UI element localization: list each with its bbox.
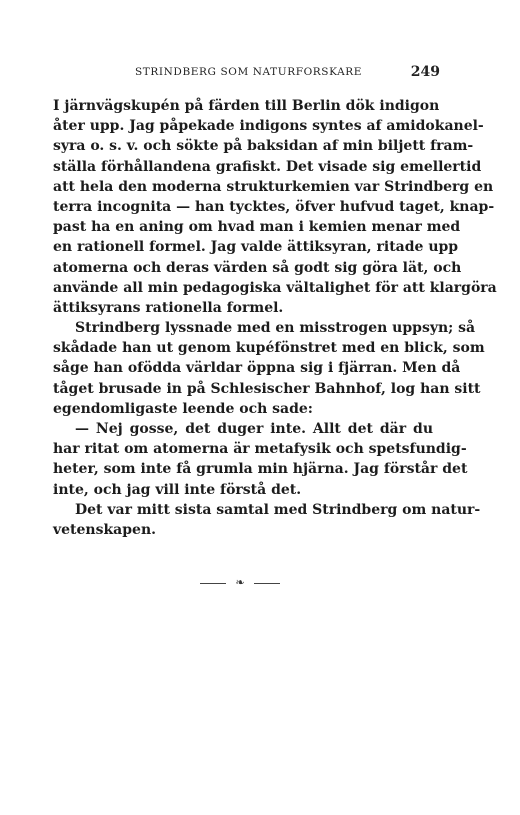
text-line: past ha en aning om hvad man i kemien menar med xyxy=(53,219,461,236)
fleuron-icon: ❧ xyxy=(235,576,245,589)
text-line: terra incognita — han tycktes, öfver hufvud taget, knap- xyxy=(53,198,495,215)
text-line: atomerna och deras värden så godt sig göra lät, och xyxy=(53,259,462,276)
text-line: en rationell formel. Jag valde ättiksyran, ritade upp xyxy=(53,239,459,256)
text-line: skådade han ut genom kupéfönstret med en blick, som xyxy=(53,340,485,357)
running-title: STRINDBERG SOM NATURFORSKARE xyxy=(135,66,363,78)
ornament-rule-left xyxy=(200,583,226,584)
body-text xyxy=(53,96,497,540)
text-line: inte, och jag vill inte förstå det. xyxy=(53,481,302,498)
text-line: har ritat om atomerna är metafysik och spetsfundig- xyxy=(53,441,467,458)
text-line: Det var mitt sista samtal med Strindberg om natur- xyxy=(75,501,481,518)
page-number: 249 xyxy=(410,64,440,80)
text-line: egendomligaste leende och sade: xyxy=(53,400,313,417)
text-line: åter upp. Jag påpekade indigons syntes af amidokanel- xyxy=(53,118,484,135)
text-line: ställa förhållandena grafiskt. Det visade sig emellertid xyxy=(53,158,482,175)
page-header xyxy=(80,66,440,86)
text-line: använde all min pedagogiska vältalighet för att klargöra xyxy=(53,279,497,296)
text-line: — Nej gosse, det duger inte. Allt det där du xyxy=(75,421,433,437)
text-line: heter, som inte få grumla min hjärna. Jag förstår det xyxy=(53,461,468,478)
ornament-rule-right xyxy=(254,583,280,584)
text-line: Strindberg lyssnade med en misstrogen uppsyn; så xyxy=(75,320,476,337)
text-line: ättiksyrans rationella formel. xyxy=(53,299,284,316)
text-line: tåget brusade in på Schlesischer Bahnhof, log han sitt xyxy=(53,380,481,397)
ornament-divider xyxy=(200,578,280,590)
text-line: I järnvägskupén på färden till Berlin dök indigon xyxy=(53,98,440,114)
text-line: såge han ofödda världar öppna sig i fjärran. Men då xyxy=(53,360,461,377)
text-line: syra o. s. v. och sökte på baksidan af min biljett fram- xyxy=(53,138,474,155)
text-line: vetenskapen. xyxy=(53,521,156,538)
text-line: att hela den moderna strukturkemien var Strindberg en xyxy=(53,178,494,195)
